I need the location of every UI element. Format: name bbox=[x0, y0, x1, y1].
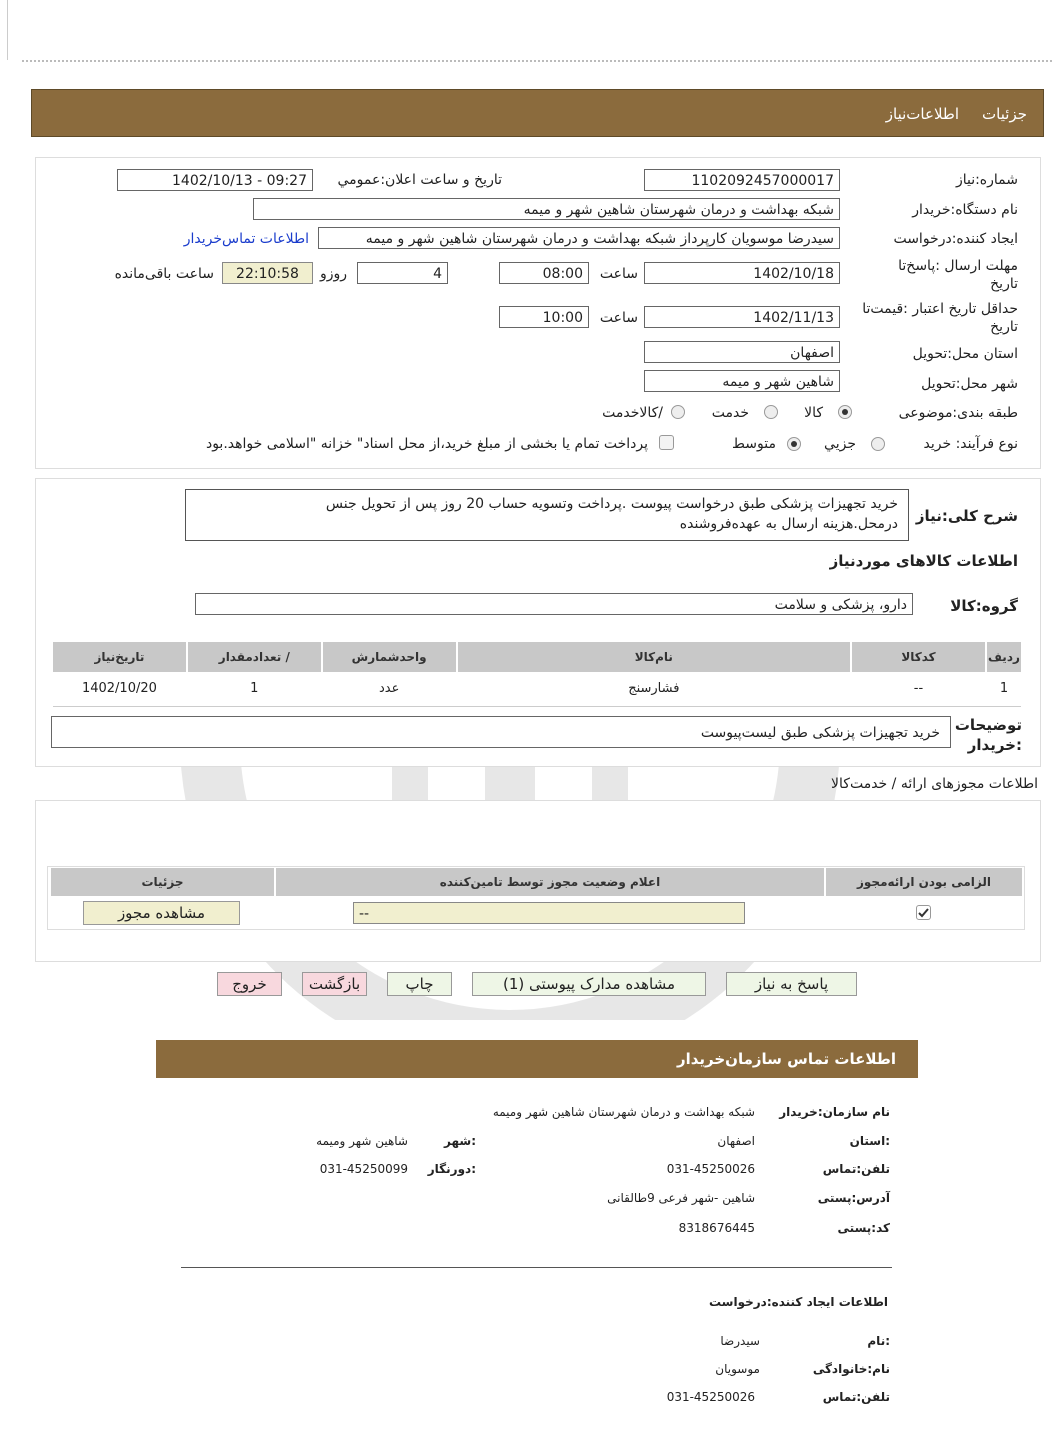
contact-postal-label: کد:پستی bbox=[837, 1221, 890, 1235]
permit-details-header: جزئیات bbox=[51, 868, 274, 896]
goods-table-header-row bbox=[53, 642, 1021, 672]
goods-table-bottom-line bbox=[53, 706, 1021, 707]
contact-phone-value: 031-45250026 bbox=[666, 1162, 755, 1176]
contact-province-value: اصفهان bbox=[717, 1134, 755, 1148]
province-label: استان محل:تحویل bbox=[912, 346, 1018, 362]
category-goods-service-radio[interactable] bbox=[671, 405, 685, 419]
category-goods-radio[interactable] bbox=[838, 405, 852, 419]
tab-details[interactable]: جزئیات bbox=[982, 105, 1027, 123]
contact-city-value: شاهین شهر ومیمه bbox=[316, 1134, 408, 1148]
goods-cell-date: 1402/10/20 bbox=[81, 680, 157, 696]
goods-col-qty: / تعدادمقدار bbox=[188, 642, 321, 672]
contact-postal-value: 8318676445 bbox=[678, 1221, 755, 1235]
view-attachments-button[interactable]: مشاهده مدارک پیوستی (1) bbox=[472, 972, 706, 996]
goods-cell-unit: عدد bbox=[378, 680, 400, 696]
goods-info-title: اطلاعات کالاهای موردنیاز bbox=[829, 552, 1018, 570]
contact-fax-label: :دورنگار bbox=[427, 1162, 476, 1176]
buyer-notes-label bbox=[955, 715, 1022, 755]
check-icon bbox=[917, 906, 930, 919]
permit-required-checkbox bbox=[916, 905, 931, 920]
category-goods-label: کالا bbox=[804, 405, 823, 421]
buyer-org-field: شبکه بهداشت و درمان شهرستان شاهین شهر و میمه bbox=[253, 198, 840, 220]
treasury-payment-note: پرداخت تمام یا بخشی از مبلغ خرید،از محل اسناد" خزانه "اسلامی خواهد.بود bbox=[205, 436, 648, 452]
validity-label: حداقل تاریخ اعتبار :قیمت‌تا تاریخ bbox=[862, 301, 1018, 335]
city-label: شهر محل:تحویل bbox=[921, 376, 1018, 392]
category-service-radio[interactable] bbox=[764, 405, 778, 419]
description-line-1: خرید تجهیزات پزشکی طبق درخواست پیوست .پرداخت وتسویه حساب 20 روز پس از تحویل جنس bbox=[325, 496, 898, 512]
reply-to-need-button[interactable]: پاسخ به نیاز bbox=[726, 972, 857, 996]
remaining-timer: 22:10:58 bbox=[222, 262, 313, 284]
contact-phone-label: تلفن:تماس bbox=[822, 1162, 890, 1176]
goods-col-code: کدکالا bbox=[852, 642, 985, 672]
process-medium-radio[interactable] bbox=[787, 437, 801, 451]
category-service-label: خدمت bbox=[711, 405, 749, 421]
buyer-notes-label-line-1: توضیحات bbox=[954, 716, 1022, 734]
process-type-label: نوع فرآیند: خرید bbox=[923, 436, 1018, 452]
contact-fax-value: 031-45250099 bbox=[319, 1162, 408, 1176]
city-field: شاهین شهر و میمه bbox=[644, 370, 840, 392]
days-field: 4 bbox=[357, 262, 448, 284]
contact-address-label: آدرس:پستی bbox=[817, 1191, 890, 1205]
contact-header-bar bbox=[156, 1040, 918, 1078]
validity-time-field: 10:00 bbox=[499, 306, 589, 328]
contact-title: اطلاعات تماس سازمان‌خریدار bbox=[676, 1050, 896, 1068]
reply-deadline-label: مهلت ارسال :پاسخ‌تا تاریخ bbox=[898, 258, 1018, 292]
category-goods-service-label: /کالاخدمت bbox=[602, 405, 663, 421]
buyer-contact-link[interactable]: اطلاعات تماس‌خریدار bbox=[183, 231, 309, 247]
org-name-value: شبکه بهداشت و درمان شهرستان شاهین شهر ومیمه bbox=[492, 1105, 755, 1119]
description-line-2: درمحل.هزینه ارسال به عهده‌فروشنده bbox=[679, 516, 898, 532]
need-number-field: 1102092457000017 bbox=[644, 169, 840, 191]
goods-cell-row: 1 bbox=[999, 680, 1009, 696]
exit-button[interactable]: خروج bbox=[217, 972, 282, 996]
org-name-label: نام سازمان:خریدار bbox=[779, 1105, 890, 1119]
description-label: شرح کلی:نیاز bbox=[915, 507, 1018, 525]
reply-time-label: ساعت bbox=[599, 266, 638, 282]
permit-required-header: الزامی بودن ارائه‌مجوز bbox=[826, 868, 1022, 896]
permits-title: اطلاعات مجوزهای ارائه / خدمت‌کالا bbox=[831, 776, 1038, 792]
goods-table bbox=[51, 640, 1023, 704]
goods-col-date: تاریخ‌نیاز bbox=[53, 642, 186, 672]
goods-cell-name: فشارسنج bbox=[628, 680, 680, 696]
permit-status-field: -- bbox=[353, 902, 745, 924]
process-partial-radio[interactable] bbox=[871, 437, 885, 451]
buyer-notes-field: خرید تجهیزات پزشکی طبق لیست‌پیوست bbox=[51, 716, 951, 748]
category-label: طبقه بندی:موضوعی bbox=[898, 405, 1018, 421]
contact-divider bbox=[181, 1267, 892, 1268]
reply-time-field: 08:00 bbox=[499, 262, 589, 284]
contact-address-value: شاهین -شهر فرعی 9طالقانی bbox=[607, 1191, 755, 1205]
reply-date-field: 1402/10/18 bbox=[644, 262, 840, 284]
goods-col-row: ردیف bbox=[987, 642, 1021, 672]
dotted-divider bbox=[22, 60, 1052, 62]
process-partial-label: جزيي bbox=[824, 436, 856, 452]
treasury-payment-checkbox[interactable] bbox=[659, 435, 674, 450]
buyer-org-label: نام دستگاه:خریدار bbox=[912, 202, 1018, 218]
back-button[interactable]: بازگشت bbox=[302, 972, 367, 996]
creator-phone-label: تلفن:تماس bbox=[822, 1390, 890, 1404]
validity-date-field: 1402/11/13 bbox=[644, 306, 840, 328]
permit-status-header: اعلام وضعیت مجوز توسط تامین‌کننده bbox=[276, 868, 824, 896]
contact-province-label: :استان bbox=[849, 1134, 890, 1148]
details-header-bar bbox=[31, 89, 1044, 137]
creator-label: ایجاد کننده:درخواست bbox=[893, 231, 1018, 247]
province-field: اصفهان bbox=[644, 341, 840, 363]
goods-col-name: نام‌کالا bbox=[458, 642, 851, 672]
creator-info-title: اطلاعات ایجاد کننده:درخواست bbox=[708, 1295, 888, 1309]
left-border-line bbox=[7, 0, 8, 60]
validity-time-label: ساعت bbox=[599, 310, 638, 326]
table-row bbox=[53, 674, 1021, 702]
goods-group-label: گروه:کالا bbox=[950, 597, 1018, 615]
creator-last-name-label: نام:خانوادگی bbox=[812, 1362, 890, 1376]
contact-city-label: :شهر bbox=[444, 1134, 476, 1148]
announce-field: 1402/10/13 - 09:27 bbox=[117, 169, 313, 191]
creator-field: سیدرضا موسویان کارپرداز شبکه بهداشت و درمان شهرستان شاهین شهر و میمه bbox=[318, 227, 840, 249]
goods-col-unit: واحدشمارش bbox=[323, 642, 456, 672]
remaining-label: ساعت باقی‌مانده bbox=[114, 266, 214, 282]
print-button[interactable]: چاپ bbox=[387, 972, 452, 996]
process-medium-label: متوسط bbox=[732, 436, 776, 452]
goods-cell-qty: 1 bbox=[250, 680, 259, 696]
days-label: روزو bbox=[319, 266, 347, 282]
description-box bbox=[185, 489, 909, 541]
view-permit-button[interactable]: مشاهده مجوز bbox=[83, 901, 240, 925]
creator-last-name-value: موسویان bbox=[715, 1362, 760, 1376]
goods-cell-code: -- bbox=[913, 680, 924, 696]
need-number-label: شماره:نیاز bbox=[955, 172, 1018, 188]
goods-group-field: دارو، پزشکی و سلامت bbox=[195, 593, 913, 615]
creator-phone-value: 031-45250026 bbox=[666, 1390, 755, 1404]
creator-first-name-value: سیدرضا bbox=[720, 1334, 760, 1348]
creator-first-name-label: :نام bbox=[867, 1334, 890, 1348]
tab-need-info[interactable]: اطلاعات‌نیاز bbox=[885, 105, 959, 123]
announce-label: تاریخ و ساعت اعلان:عمومي bbox=[337, 172, 502, 188]
buyer-notes-label-line-2: :خریدار bbox=[967, 736, 1022, 754]
